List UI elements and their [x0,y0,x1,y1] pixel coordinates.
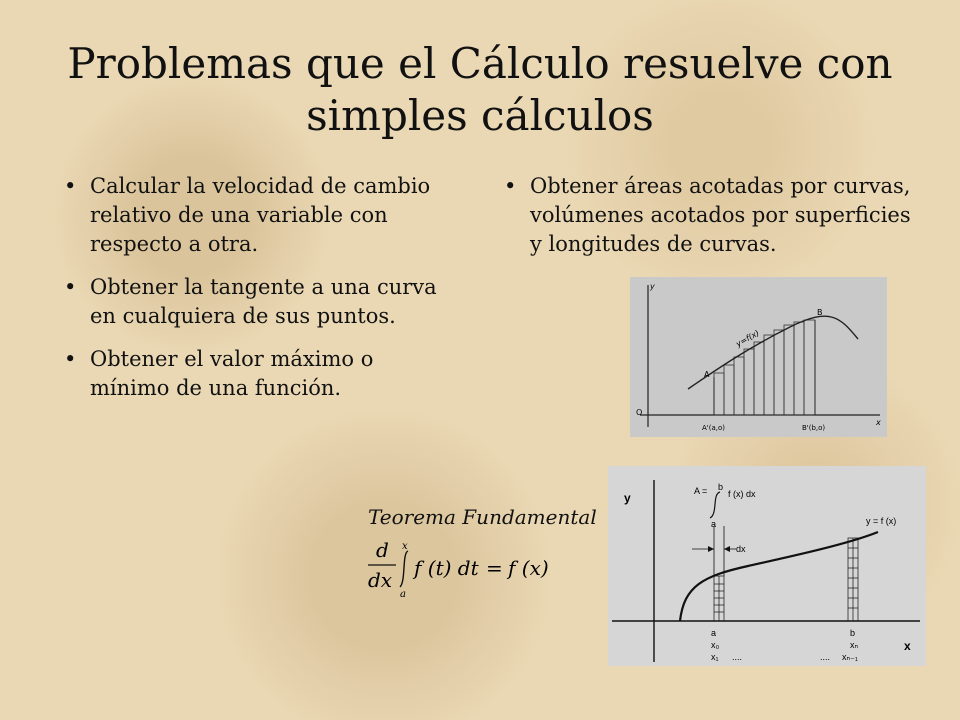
tick-a-label: a [711,628,717,638]
y-axis-label: y [624,491,631,505]
point-a-prime-label: A'(a,o) [702,424,725,432]
xn-label: xₙ [850,640,859,650]
integral-sign [710,492,720,518]
tick-b-label: b [850,628,856,638]
dots-label: .... [732,652,743,662]
right-bullet-list [498,172,918,273]
slide-title: Problemas que el Cálculo resuelve con simples cálculos [67,39,893,140]
theorem-formula [368,537,598,601]
dx-arrowhead-right [724,546,730,552]
origin-label: O [636,408,643,417]
lower-limit: a [711,519,717,529]
curve-label: y = f (x) [866,516,897,526]
upper-limit: x [402,541,408,552]
x0-label: x₀ [711,640,720,650]
point-b-prime-label: B'(b,o) [802,424,826,432]
y-axis-label: y [650,282,655,291]
formula-dx: dx [368,568,393,592]
bullet-item: • Obtener áreas acotadas por curvas, volúmenes acotados por superficies y longitudes de curvas. [498,172,918,259]
dx-label: dx [736,544,746,554]
bullet-item: • Obtener la tangente a una curva en cualquiera de sus puntos. [58,273,438,331]
left-bullet-list [58,172,438,417]
area-strips-figure [630,277,887,437]
theorem-label: Teorema Fundamental [368,505,597,529]
dots-label: .... [820,652,831,662]
left-strip [714,576,724,621]
integrand: f (t) dt [414,556,479,580]
point-b-label: B [817,308,823,317]
dx-arrowhead-left [708,546,714,552]
x-axis-label: x [876,418,881,427]
result: f (x) [508,556,549,580]
xn-minus-1-label: xₙ₋₁ [842,652,858,662]
bullet-item: • Obtener el valor máximo o mínimo de una función. [58,345,438,403]
area-formula-integrand: f (x) dx [728,489,756,499]
x-axis-label: x [904,639,911,653]
area-formula-lhs: A = [694,486,708,496]
strips [714,320,815,415]
upper-limit: b [718,482,724,492]
formula-d: d [376,538,389,562]
integral-sign [400,551,408,587]
bullet-item: • Calcular la velocidad de cambio relativo de una variable con respecto a otra. [58,172,438,259]
lower-limit: a [400,589,406,600]
fundamental-theorem [368,505,598,600]
point-a-label: A [704,370,710,379]
curve-label: y=f(x) [734,328,761,349]
right-strip [848,538,858,621]
equals: = [486,556,503,580]
x1-label: x₁ [711,652,719,662]
integral-area-figure [608,466,926,666]
